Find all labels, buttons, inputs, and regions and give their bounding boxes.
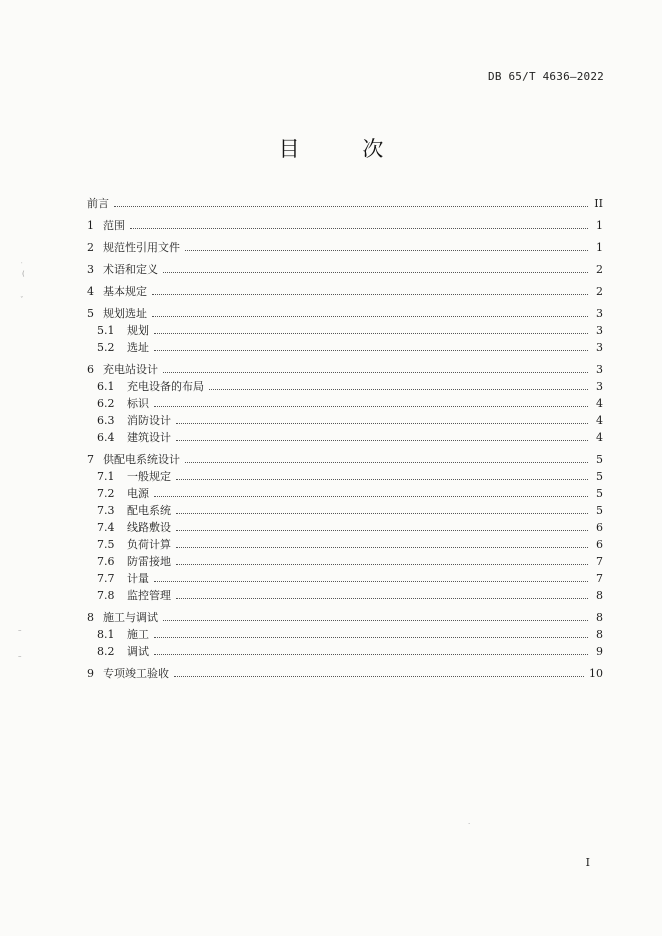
dot-leader	[176, 564, 588, 565]
dot-leader	[176, 530, 588, 531]
dot-leader	[176, 423, 588, 424]
toc-title: 计量	[127, 572, 149, 585]
toc-page-number: 4	[596, 431, 603, 444]
toc-title: 供配电系统设计	[103, 453, 180, 466]
toc-page-number: 7	[596, 572, 603, 585]
dot-leader	[176, 513, 588, 514]
toc-number: 9	[87, 667, 94, 680]
dot-leader	[154, 350, 588, 351]
toc-page-number: 3	[596, 324, 603, 337]
toc-title: 前言	[87, 197, 109, 210]
table-of-contents	[87, 194, 603, 681]
toc-section-row	[87, 282, 603, 299]
toc-title: 消防设计	[127, 414, 171, 427]
toc-number: 7.1	[97, 470, 115, 483]
toc-title: 规划	[127, 324, 149, 337]
toc-title: 施工与调试	[103, 611, 158, 624]
toc-number: 5.1	[97, 324, 115, 337]
toc-title: 调试	[127, 645, 149, 658]
toc-number: 6.1	[97, 380, 115, 393]
toc-title: 选址	[127, 341, 149, 354]
toc-number: 1	[87, 219, 94, 232]
toc-page-number: 6	[596, 521, 603, 534]
toc-subsection-row	[87, 321, 603, 338]
toc-page-number: 5	[596, 487, 603, 500]
toc-subsection-row	[87, 394, 603, 411]
toc-title: 范围	[103, 219, 125, 232]
toc-subsection-row	[87, 586, 603, 603]
scan-mark: –	[18, 652, 22, 660]
toc-number: 7.3	[97, 504, 115, 517]
toc-number: 8	[87, 611, 94, 624]
toc-section-row	[87, 260, 603, 277]
dot-leader	[176, 598, 588, 599]
toc-number: 7.8	[97, 589, 115, 602]
toc-title: 建筑设计	[127, 431, 171, 444]
toc-section-row	[87, 194, 603, 211]
toc-number: 7.4	[97, 521, 115, 534]
toc-title: 规划选址	[103, 307, 147, 320]
toc-section-row	[87, 304, 603, 321]
toc-page-number: 3	[596, 363, 603, 376]
toc-number: 7	[87, 453, 94, 466]
toc-page-number: 4	[596, 414, 603, 427]
toc-page-number: 9	[596, 645, 603, 658]
toc-number: 6	[87, 363, 94, 376]
toc-page-number: 2	[596, 263, 603, 276]
toc-page-number: 3	[596, 380, 603, 393]
toc-title: 专项竣工验收	[103, 667, 169, 680]
toc-subsection-row	[87, 338, 603, 355]
dot-leader	[152, 294, 588, 295]
toc-title: 规范性引用文件	[103, 241, 180, 254]
dot-leader	[185, 462, 588, 463]
toc-number: 7.6	[97, 555, 115, 568]
toc-number: 6.3	[97, 414, 115, 427]
toc-page-number: 1	[596, 241, 603, 254]
dot-leader	[163, 272, 588, 273]
scan-mark: ˙	[20, 262, 24, 270]
dot-leader	[154, 637, 588, 638]
toc-number: 3	[87, 263, 94, 276]
toc-title: 标识	[127, 397, 149, 410]
toc-number: 7.2	[97, 487, 115, 500]
scan-mark: (	[22, 270, 25, 278]
dot-leader	[176, 440, 588, 441]
dot-leader	[185, 250, 588, 251]
dot-leader	[130, 228, 588, 229]
toc-title: 监控管理	[127, 589, 171, 602]
toc-number: 4	[87, 285, 94, 298]
toc-title: 配电系统	[127, 504, 171, 517]
scan-mark: ˇ	[20, 296, 24, 304]
toc-subsection-row	[87, 625, 603, 642]
dot-leader	[176, 479, 588, 480]
toc-section-row	[87, 608, 603, 625]
dot-leader	[209, 389, 588, 390]
toc-number: 7.7	[97, 572, 115, 585]
toc-page-number: 4	[596, 397, 603, 410]
toc-page-number: 8	[596, 628, 603, 641]
toc-page-number: 1	[596, 219, 603, 232]
toc-subsection-row	[87, 552, 603, 569]
toc-page-number: 7	[596, 555, 603, 568]
toc-title: 充电站设计	[103, 363, 158, 376]
toc-page-number: 3	[596, 307, 603, 320]
toc-subsection-row	[87, 377, 603, 394]
toc-page-number: 2	[596, 285, 603, 298]
toc-subsection-row	[87, 484, 603, 501]
toc-title: 基本规定	[103, 285, 147, 298]
toc-number: 5	[87, 307, 94, 320]
toc-number: 6.4	[97, 431, 115, 444]
toc-page-number: 3	[596, 341, 603, 354]
toc-number: 7.5	[97, 538, 115, 551]
toc-number: 2	[87, 241, 94, 254]
dot-leader	[174, 676, 584, 677]
toc-subsection-row	[87, 428, 603, 445]
toc-page-number: 5	[596, 453, 603, 466]
toc-page-number: 10	[589, 667, 603, 680]
toc-section-row	[87, 450, 603, 467]
toc-title: 负荷计算	[127, 538, 171, 551]
toc-page-number: 5	[596, 504, 603, 517]
toc-subsection-row	[87, 569, 603, 586]
toc-title: 施工	[127, 628, 149, 641]
toc-number: 8.2	[97, 645, 115, 658]
toc-page-number: II	[594, 197, 603, 210]
toc-subsection-row	[87, 467, 603, 484]
toc-section-row	[87, 238, 603, 255]
toc-section-row	[87, 216, 603, 233]
scan-mark: –	[18, 626, 22, 634]
toc-subsection-row	[87, 411, 603, 428]
dot-leader	[154, 333, 588, 334]
page-title: 目 次	[278, 137, 412, 161]
toc-title: 电源	[127, 487, 149, 500]
toc-page-number: 6	[596, 538, 603, 551]
dot-leader	[114, 206, 588, 207]
dot-leader	[152, 316, 588, 317]
dot-leader	[154, 654, 588, 655]
dot-leader	[154, 581, 588, 582]
toc-title: 术语和定义	[103, 263, 158, 276]
dot-leader	[163, 372, 588, 373]
toc-number: 5.2	[97, 341, 115, 354]
toc-number: 8.1	[97, 628, 115, 641]
toc-page-number: 5	[596, 470, 603, 483]
toc-subsection-row	[87, 501, 603, 518]
toc-page-number: 8	[596, 589, 603, 602]
toc-title: 充电设备的布局	[127, 380, 204, 393]
document-code: DB 65/T 4636—2022	[488, 70, 604, 83]
toc-subsection-row	[87, 642, 603, 659]
scan-mark: ·	[468, 820, 471, 828]
dot-leader	[154, 406, 588, 407]
toc-page-number: 8	[596, 611, 603, 624]
dot-leader	[154, 496, 588, 497]
dot-leader	[163, 620, 588, 621]
toc-number: 6.2	[97, 397, 115, 410]
toc-subsection-row	[87, 535, 603, 552]
toc-section-row	[87, 360, 603, 377]
toc-subsection-row	[87, 518, 603, 535]
toc-section-row	[87, 664, 603, 681]
dot-leader	[176, 547, 588, 548]
toc-title: 防雷接地	[127, 555, 171, 568]
toc-title: 线路敷设	[127, 521, 171, 534]
toc-title: 一般规定	[127, 470, 171, 483]
page-number: I	[585, 856, 590, 869]
